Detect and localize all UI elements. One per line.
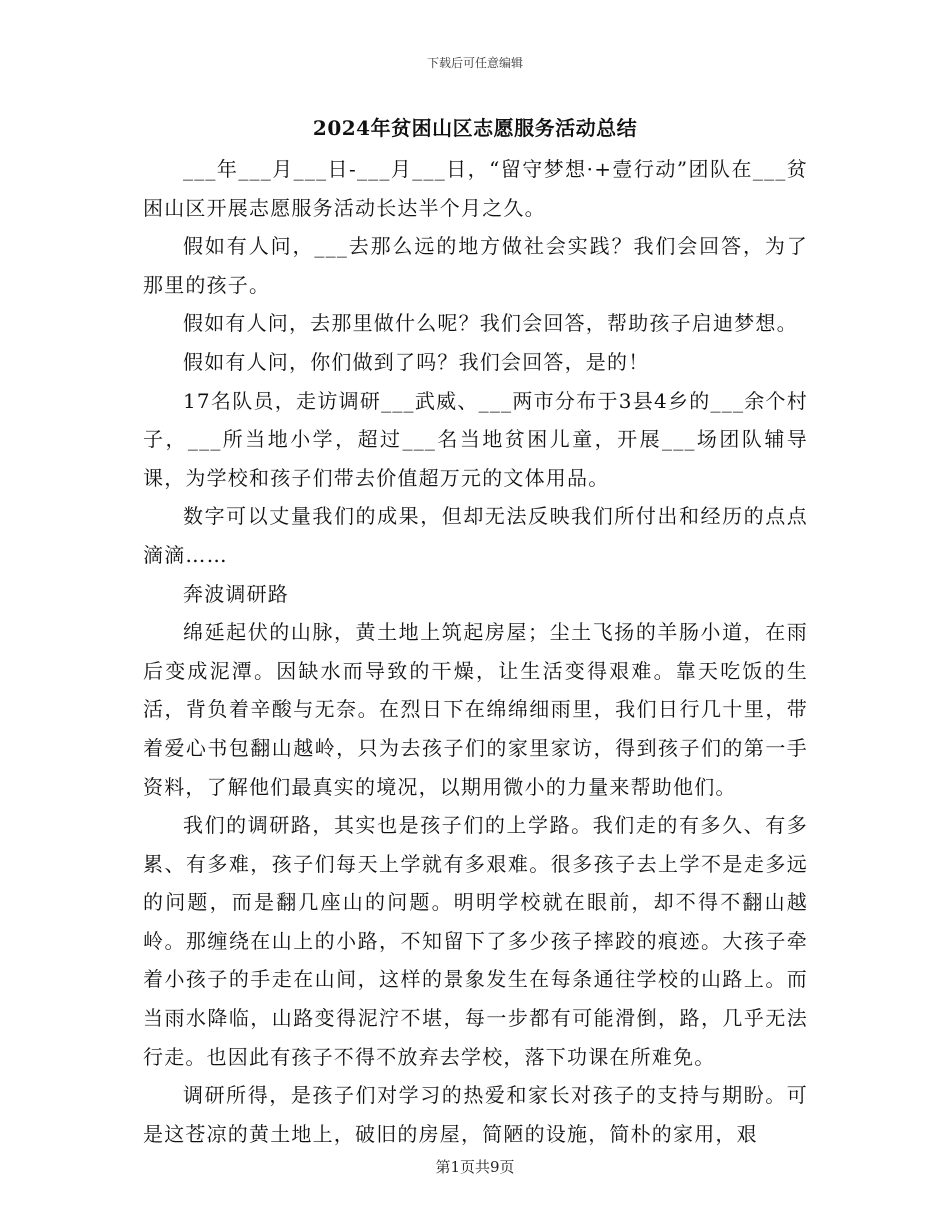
paragraph-question-done: 假如有人问，你们做到了吗？我们会回答，是的！ xyxy=(183,349,650,374)
document-title: 2024年贫困山区志愿服务活动总结 xyxy=(312,116,638,140)
paragraph-statistics: 17名队员，走访调研___武威、___两市分布于3县4乡的___余个村子，___所当地小学，超过___名当地贫困儿童，开展___场团队辅导课，为学校和孩子们带去价值超万元的文体用品。 xyxy=(143,388,808,490)
paragraph-findings: 调研所得，是孩子们对学习的热爱和家长对孩子的支持与期盼。可是这苍凉的黄土地上，破旧的房屋，简陋的设施，简朴的家用，艰 xyxy=(143,1083,808,1146)
page-number: 第1页共9页 xyxy=(435,1158,515,1176)
paragraph-numbers: 数字可以丈量我们的成果，但却无法反映我们所付出和经历的点点滴滴…… xyxy=(143,504,808,567)
paragraph-landscape: 绵延起伏的山脉，黄土地上筑起房屋；尘土飞扬的羊肠小道，在雨后变成泥潭。因缺水而导致的干燥，让生活变得艰难。靠天吃饭的生活，背负着辛酸与无奈。在烈日下在绵绵细雨里，我们日行几十里，带着爱心书包翻山越岭，只为去孩子们的家里家访，得到孩子们的第一手资料，了解他们最真实的境况，以期用微小的力量来帮助他们。 xyxy=(143,620,808,799)
paragraph-question-what: 假如有人问，去那里做什么呢？我们会回答，帮助孩子启迪梦想。 xyxy=(183,311,798,336)
paragraph-dates: ___年___月___日-___月___日，“留守梦想·+壹行动”团队在___贫困山区开展志愿服务活动长达半个月之久。 xyxy=(143,157,808,220)
paragraph-question-why: 假如有人问，___去那么远的地方做社会实践？我们会回答，为了那里的孩子。 xyxy=(143,234,808,297)
header-note: 下载后可任意编辑 xyxy=(426,56,523,70)
paragraph-school-road: 我们的调研路，其实也是孩子们的上学路。我们走的有多久、有多累、有多难，孩子们每天上学就有多艰难。很多孩子去上学不是走多远的问题，而是翻几座山的问题。明明学校就在眼前，却不得不翻山越岭。那缠绕在山上的小路，不知留下了多少孩子摔跤的痕迹。大孩子牵着小孩子的手走在山间，这样的景象发生在每条通往学校的山路上。而当雨水降临，山路变得泥泞不堪，每一步都有可能滑倒，路，几乎无法行走。也因此有孩子不得不放弃去学校，落下功课在所难免。 xyxy=(143,813,808,1069)
section-heading: 奔波调研路 xyxy=(183,581,289,606)
document-body xyxy=(143,150,808,1153)
